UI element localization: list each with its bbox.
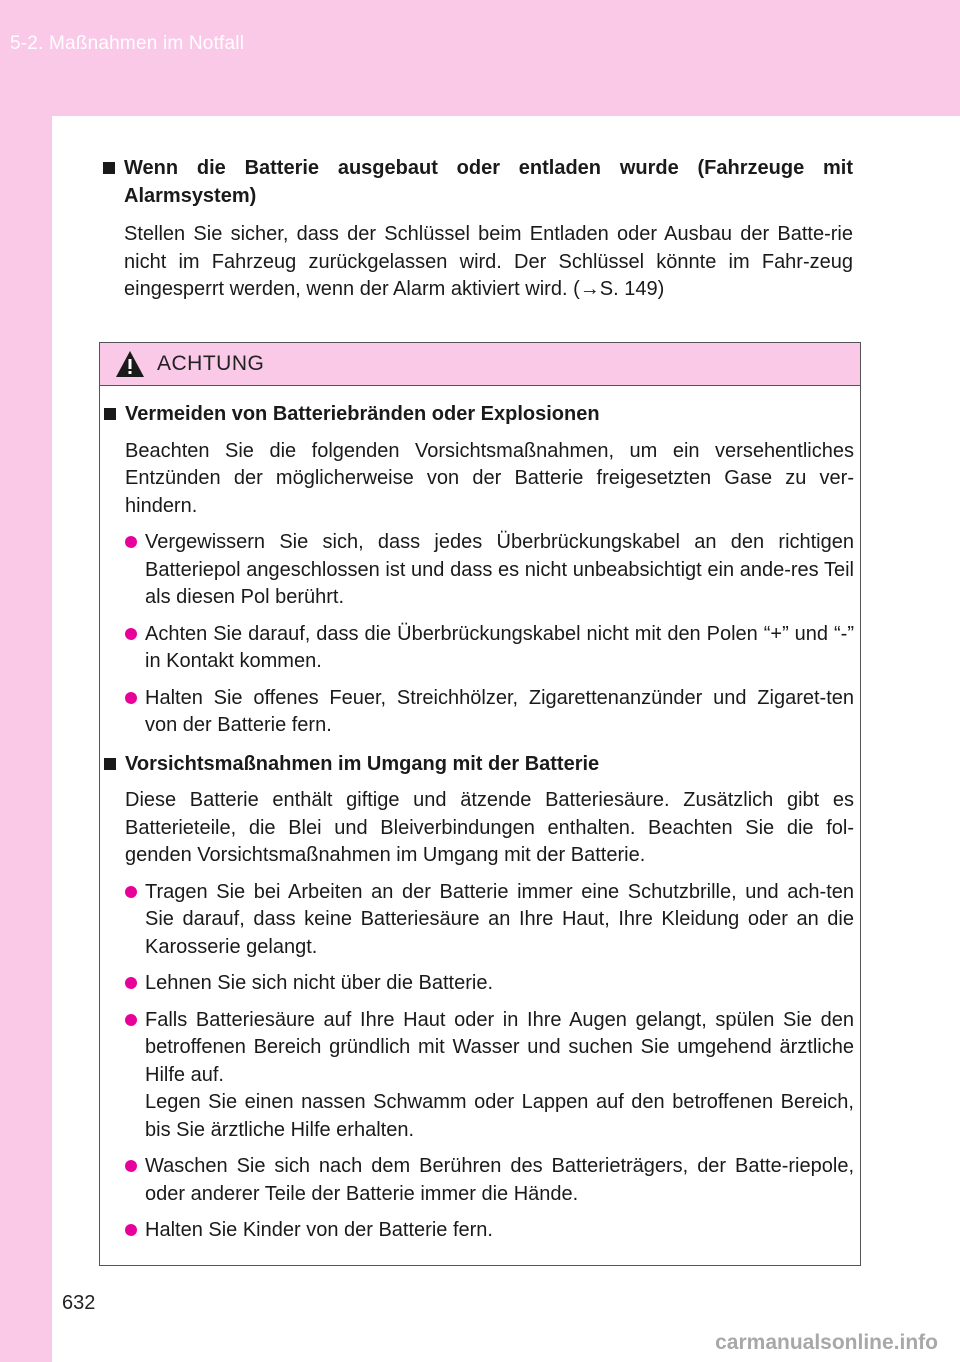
list-item-continuation: Legen Sie einen nassen Schwamm oder Lappen auf den betroffenen Bereich, bis Sie ärztliche Hilfe erhalten. xyxy=(145,1091,854,1141)
intro-heading-row xyxy=(103,155,853,210)
section-title: 5-2. Maßnahmen im Notfall xyxy=(10,33,245,54)
warning-triangle-icon xyxy=(115,350,145,378)
list-item-text: Vergewissern Sie sich, dass jedes Überbrückungskabel an den richtigen Batteriepol angeschlossen ist und dass es nicht unbeabsichtigt ein ande-res Teil als diesen Pol berührt. xyxy=(145,531,854,608)
list-item xyxy=(104,621,854,676)
list-item-text: Achten Sie darauf, dass die Überbrückungskabel nicht mit den Polen “+” und “-” in Kontakt kommen. xyxy=(145,622,854,672)
list-item-text: Waschen Sie sich nach dem Berühren des Batterieträgers, der Batte-riepole, oder anderer Teile der Batterie immer die Hände. xyxy=(145,1155,854,1205)
warning-section-heading-row xyxy=(104,401,854,429)
list-item xyxy=(104,1007,854,1145)
list-item xyxy=(104,970,854,998)
round-bullet-icon xyxy=(125,536,137,548)
page-number: 632 xyxy=(62,1292,96,1314)
list-item-text: Falls Batteriesäure auf Ihre Haut oder in Ihre Augen gelangt, spülen Sie den betroffenen Bereich gründlich mit Wasser und suchen Sie umgehend ärztliche Hilfe auf. xyxy=(145,1008,854,1086)
watermark: carmanualsonline.info xyxy=(715,1331,938,1354)
page-header xyxy=(0,0,960,116)
warning-title: ACHTUNG xyxy=(157,352,265,375)
warning-section-text: Diese Batterie enthält giftige und ätzende Batteriesäure. Zusätzlich gibt es Batterieteile, die Blei und Bleiverbindungen enthalten. Beachten Sie die fol-genden Vorsichtsmaßnahmen im Umgang mit der Batterie. xyxy=(125,789,854,866)
warning-body xyxy=(104,401,854,1245)
warning-section-text: Beachten Sie die folgenden Vorsichtsmaßnahmen, um ein versehentliches Entzünden der möglicherweise von der Batterie freigesetzten Gase zu ver-hindern. xyxy=(125,439,854,517)
warning-box xyxy=(99,342,861,1266)
warning-header xyxy=(100,343,860,386)
list-item-text: Lehnen Sie sich nicht über die Batterie. xyxy=(145,972,493,994)
list-item xyxy=(104,1217,854,1245)
list-item-text: Tragen Sie bei Arbeiten an der Batterie immer eine Schutzbrille, und ach-ten Sie darauf, dass keine Batteriesäure an Ihre Haut, Ihre Kleidung oder an die Karosserie gelangt. xyxy=(145,880,854,958)
list-item-text: Halten Sie Kinder von der Batterie fern. xyxy=(145,1219,493,1241)
side-margin-strip xyxy=(0,116,52,1362)
round-bullet-icon xyxy=(125,692,137,704)
intro-section xyxy=(103,155,853,304)
intro-text: Stellen Sie sicher, dass der Schlüssel beim Entladen oder Ausbau der Batte-rie nicht im Fahrzeug zurückgelassen wird. Der Schlüssel könnte im Fahr-zeug eingesperrt werden, wenn der Alarm aktiviert wird. (→S. 149) xyxy=(124,223,853,300)
round-bullet-icon xyxy=(125,628,137,640)
square-bullet-icon xyxy=(104,408,116,420)
list-item xyxy=(104,879,854,962)
round-bullet-icon xyxy=(125,1160,137,1172)
intro-heading: Wenn die Batterie ausgebaut oder entladen wurde (Fahrzeuge mit Alarmsystem) xyxy=(124,157,853,207)
round-bullet-icon xyxy=(125,886,137,898)
round-bullet-icon xyxy=(125,977,137,989)
square-bullet-icon xyxy=(103,162,115,174)
warning-section-heading-row xyxy=(104,751,854,779)
round-bullet-icon xyxy=(125,1224,137,1236)
warning-section-heading: Vorsichtsmaßnahmen im Umgang mit der Batterie xyxy=(125,752,600,775)
list-item-text: Halten Sie offenes Feuer, Streichhölzer, Zigarettenanzünder und Zigaret-ten von der Batterie fern. xyxy=(145,686,854,736)
round-bullet-icon xyxy=(125,1014,137,1026)
warning-section-heading: Vermeiden von Batteriebränden oder Explosionen xyxy=(125,403,600,425)
list-item xyxy=(104,529,854,612)
list-item xyxy=(104,685,854,740)
square-bullet-icon xyxy=(104,758,116,770)
list-item xyxy=(104,1153,854,1208)
